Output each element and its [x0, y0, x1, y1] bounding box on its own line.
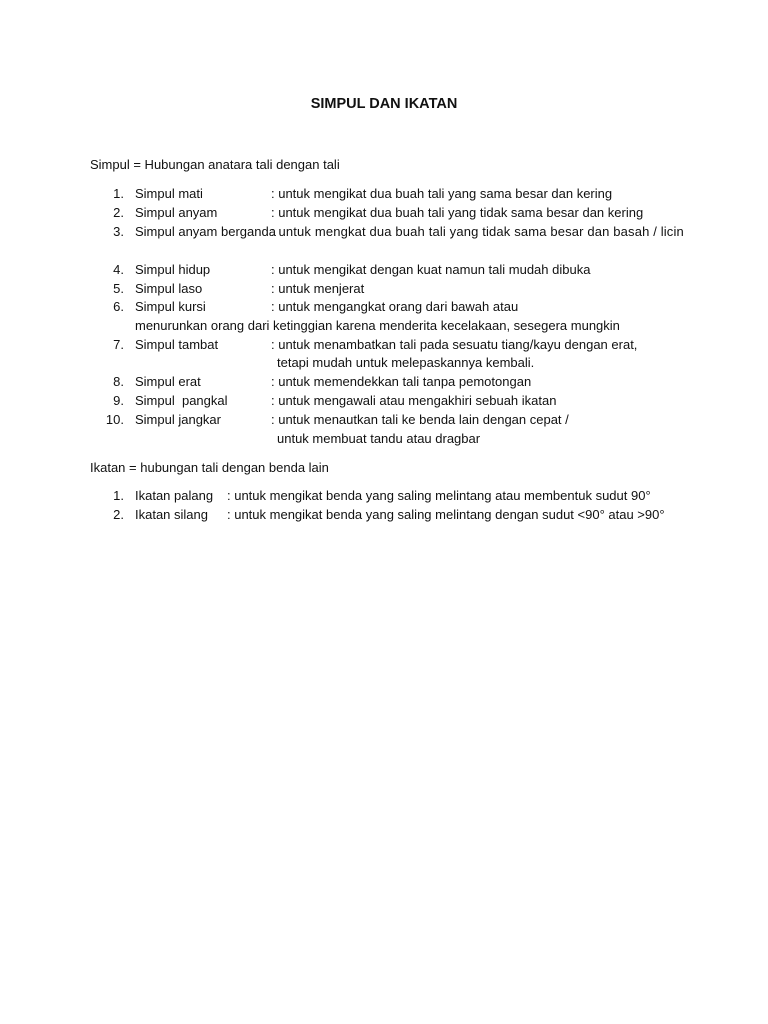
item-description: : untuk mengawali atau mengakhiri sebuah ikatan: [271, 393, 557, 408]
item-description: : untuk mengangkat orang dari bawah atau: [271, 299, 519, 314]
item-number: 9.: [113, 393, 124, 408]
simpul-item: [0, 337, 768, 356]
item-description-continuation: untuk membuat tandu atau dragbar: [277, 431, 481, 446]
simpul-item: [0, 393, 768, 412]
item-number: 3.: [113, 224, 124, 239]
item-number: 2.: [113, 205, 124, 220]
item-number: 1.: [113, 488, 124, 503]
simpul-item: [0, 205, 768, 224]
item-number: 10.: [105, 412, 124, 427]
item-name: Ikatan palang: [135, 488, 214, 503]
item-description: : untuk mengikat dua buah tali yang tidak sama besar dan kering: [271, 205, 644, 220]
simpul-item: [0, 299, 768, 318]
item-name: Simpul kursi: [135, 299, 206, 314]
item-description: : untuk menambatkan tali pada sesuatu tiang/kayu dengan erat,: [271, 337, 638, 352]
simpul-definition: Simpul = Hubungan anatara tali dengan tali: [90, 157, 340, 172]
item-number: 1.: [113, 186, 124, 201]
item-number: 5.: [113, 281, 124, 296]
item-number: 6.: [113, 299, 124, 314]
item-name: Simpul tambat: [135, 337, 219, 352]
item-name: Simpul jangkar: [135, 412, 221, 427]
page-title: SIMPUL DAN IKATAN: [310, 96, 458, 112]
item-description: : untuk mengikat dua buah tali yang sama besar dan kering: [271, 186, 613, 201]
ikatan-definition: Ikatan = hubungan tali dengan benda lain: [90, 460, 329, 475]
simpul-item: [0, 262, 768, 281]
item-name: Simpul mati: [135, 186, 203, 201]
item-name: Simpul hidup: [135, 262, 211, 277]
simpul-item: [0, 374, 768, 393]
item-description: : untuk mengkat dua buah tali yang tidak sama besar dan basah / licin: [271, 224, 684, 239]
item-number: 2.: [113, 507, 124, 522]
item-number: 4.: [113, 262, 124, 277]
item-name: Simpul anyam: [135, 205, 218, 220]
item-description: : untuk mengikat benda yang saling melintang dengan sudut <90° atau >90°: [227, 507, 665, 522]
simpul-item: [0, 412, 768, 431]
simpul-item: [0, 186, 768, 205]
simpul-item: [0, 224, 768, 243]
item-description-continuation: menurunkan orang dari ketinggian karena menderita kecelakaan, sesegera mungkin: [135, 318, 620, 333]
item-number: 7.: [113, 337, 124, 352]
item-name: Simpul anyam berganda: [135, 224, 276, 239]
item-description: : untuk memendekkan tali tanpa pemotongan: [271, 374, 532, 389]
simpul-item: [0, 281, 768, 300]
item-description: : untuk mengikat benda yang saling melintang atau membentuk sudut 90°: [227, 488, 651, 503]
item-name: Ikatan silang: [135, 507, 208, 522]
item-number: 8.: [113, 374, 124, 389]
item-description: : untuk menautkan tali ke benda lain dengan cepat /: [271, 412, 569, 427]
ikatan-item: [0, 507, 768, 526]
item-description: : untuk mengikat dengan kuat namun tali mudah dibuka: [271, 262, 591, 277]
item-name: Simpul erat: [135, 374, 201, 389]
item-name: Simpul laso: [135, 281, 203, 296]
item-description-continuation: tetapi mudah untuk melepaskannya kembali.: [277, 355, 535, 370]
item-description: : untuk menjerat: [271, 281, 365, 296]
ikatan-item: [0, 488, 768, 507]
item-name: Simpul pangkal: [135, 393, 228, 408]
